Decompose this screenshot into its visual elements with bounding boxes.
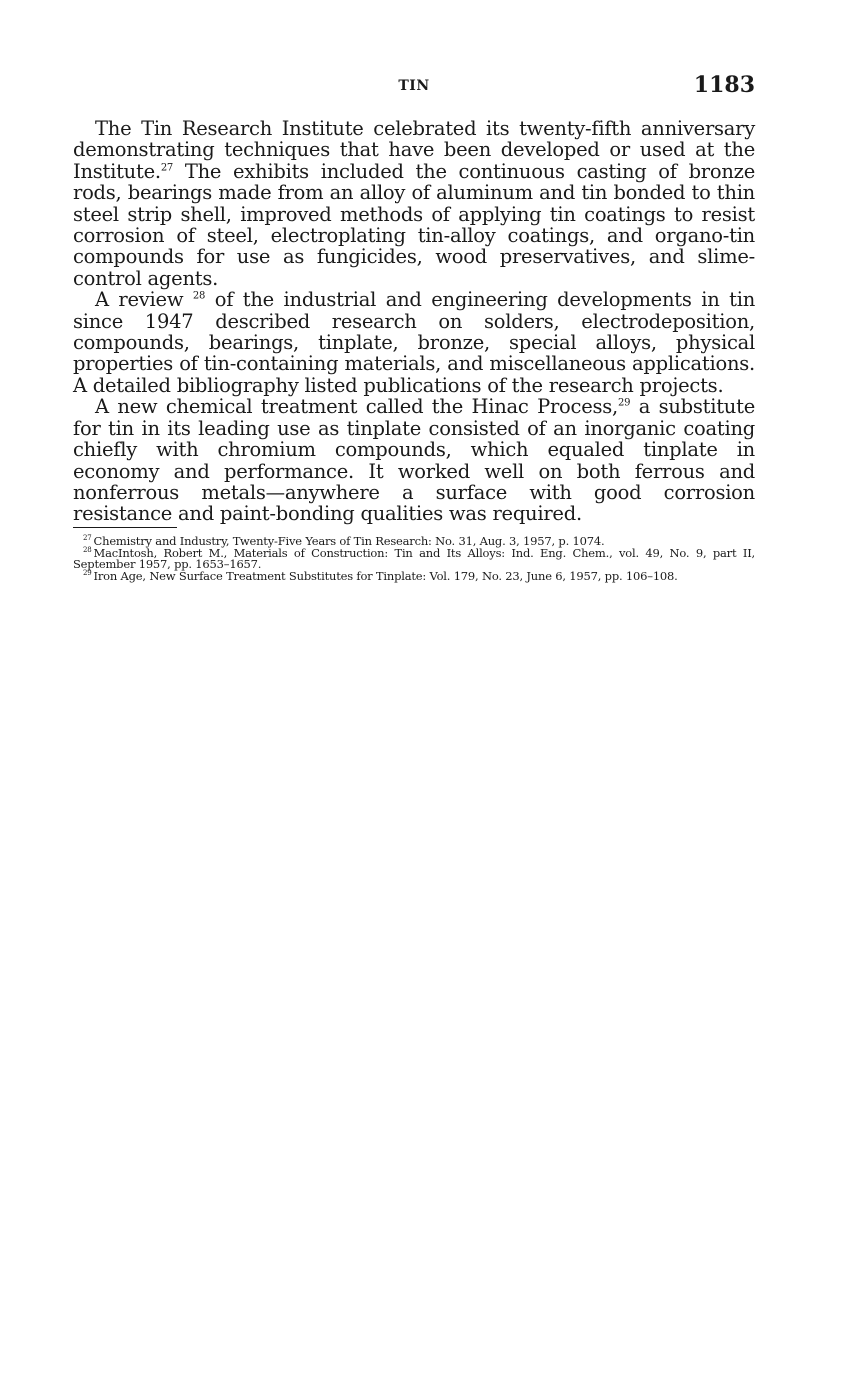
footnote-mark: 28 <box>83 545 92 554</box>
paragraph-text: a substitute for tin in its leading use as tinplate consisted of an inorganic coating chiefly with chromium compounds, which equaled tinplate in economy and performance. It worked well on both ferrous and nonferrous metals—anywhere a surface with good corrosion resistance and paint-bonding qualities was required. <box>73 395 755 526</box>
footnote-reference-29: 29 <box>617 397 631 409</box>
paragraph-text: The exhibits included the continuous casting of bronze rods, bearings made from an alloy of aluminum and tin bonded to thin steel strip shell, improved methods of applying tin coatings to resist corrosion of steel, electroplating tin-alloy coatings, and organo-tin compounds for use as fungicides, wood preservatives, and slime-control agents. <box>73 159 755 290</box>
running-title: TIN <box>398 78 430 94</box>
paragraph-text: The Tin Research Institute celebrated its twenty-fifth anniversary demonstrating techniques that have been developed or used at the Institute. <box>73 117 755 183</box>
paragraph-hinac-process <box>73 396 755 524</box>
paragraph-text: A new chemical treatment called the Hinac Process, <box>95 395 618 419</box>
body-text <box>73 118 755 525</box>
paragraph-text: of the industrial and engineering developments in tin since 1947 described research on solders, electrodeposition, compounds, bearings, tinplate, bronze, special alloys, physical properties of tin-containing materials, and miscellaneous applications. A detailed bibliography listed publications of the research projects. <box>73 288 755 397</box>
footnote-text: Iron Age, New Surface Treatment Substitutes for Tinplate: Vol. 179, No. 23, June 6, 1957, pp. 106–108. <box>93 568 678 583</box>
paragraph-text: A review <box>95 288 193 312</box>
footnote-text: Chemistry and Industry, Twenty-Five Years of Tin Research: No. 31, Aug. 3, 1957, p. 1074. <box>93 534 605 548</box>
footnote-28 <box>73 545 755 571</box>
footnote-reference-27: 27 <box>160 162 174 174</box>
footnotes <box>73 536 755 582</box>
footnote-mark: 27 <box>83 534 92 543</box>
paragraph-tin-research-institute <box>73 118 755 289</box>
footnote-divider <box>73 527 177 528</box>
footnote-reference-28: 28 <box>192 290 206 302</box>
footnote-29 <box>73 568 755 583</box>
footnote-text: MacIntosh, Robert M., Materials of Construction: Tin and Its Alloys: Ind. Eng. Chem., vol. 49, No. 9, part II, September 1957, pp. 1653–1657. <box>73 545 755 571</box>
paragraph-review <box>73 289 755 396</box>
page-number: 1183 <box>693 72 755 98</box>
footnote-mark: 29 <box>83 568 92 577</box>
running-head <box>73 72 755 102</box>
